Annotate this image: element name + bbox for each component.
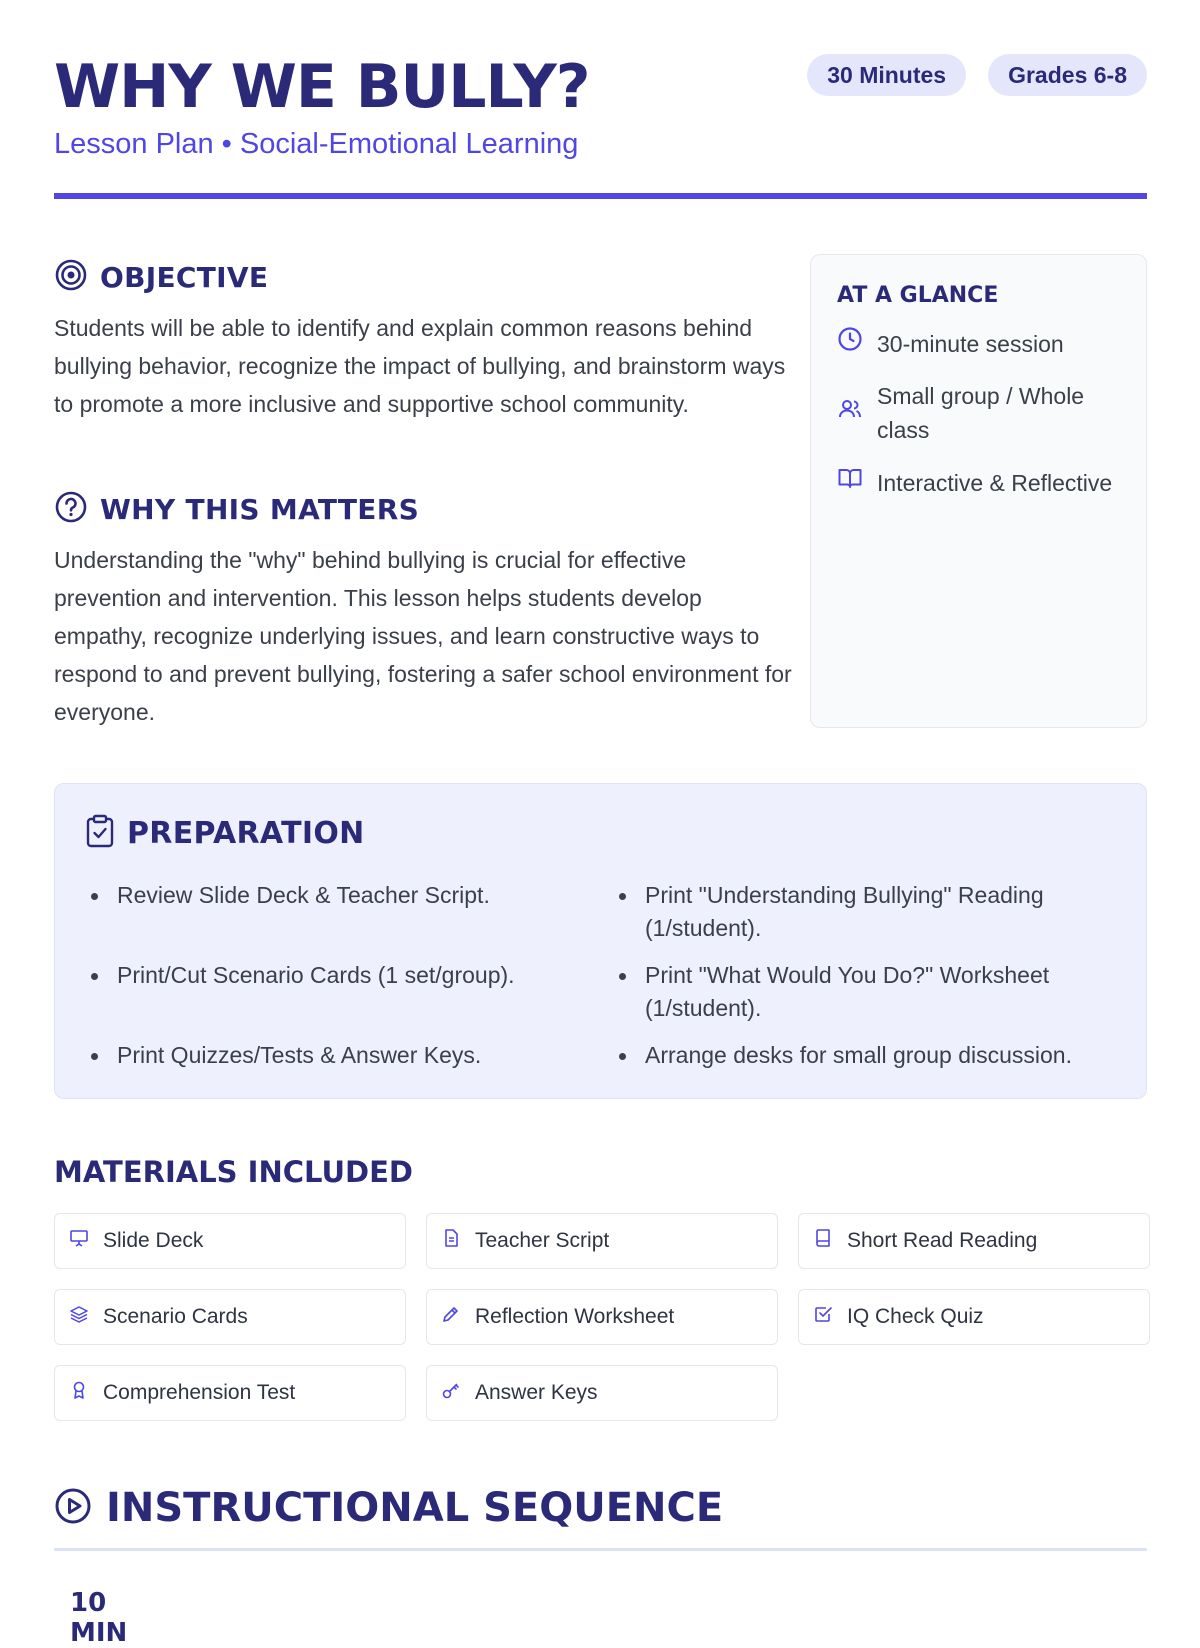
header-divider bbox=[54, 193, 1147, 199]
glance-item bbox=[837, 465, 1120, 500]
play-circle-icon bbox=[54, 1487, 92, 1530]
checkbox-icon bbox=[813, 1304, 833, 1330]
materials-heading: MATERIALS INCLUDED bbox=[54, 1155, 413, 1189]
badges bbox=[807, 54, 1147, 96]
header bbox=[54, 52, 1147, 162]
award-icon bbox=[69, 1380, 89, 1406]
list-item: Review Slide Deck & Teacher Script. bbox=[85, 879, 613, 945]
material-label: Reflection Worksheet bbox=[475, 1305, 675, 1328]
presentation-icon bbox=[69, 1228, 89, 1254]
material-short-read bbox=[798, 1213, 1150, 1269]
page-title: WHY WE BULLY? bbox=[54, 52, 590, 122]
material-label: Comprehension Test bbox=[103, 1381, 296, 1404]
instructional-sequence-heading: INSTRUCTIONAL SEQUENCE bbox=[106, 1485, 724, 1531]
material-label: IQ Check Quiz bbox=[847, 1305, 984, 1328]
material-scenario-cards bbox=[54, 1289, 406, 1345]
glance-item bbox=[837, 326, 1120, 361]
list-item: Print "Understanding Bullying" Reading (1/student). bbox=[613, 879, 1133, 945]
list-item: Arrange desks for small group discussion. bbox=[613, 1039, 1133, 1072]
users-icon bbox=[837, 396, 863, 431]
book-icon bbox=[813, 1228, 833, 1254]
target-icon bbox=[54, 258, 88, 297]
why-matters-heading: WHY THIS MATTERS bbox=[100, 493, 420, 526]
preparation-heading: PREPARATION bbox=[127, 816, 365, 851]
material-iq-check-quiz bbox=[798, 1289, 1150, 1345]
list-item: Print "What Would You Do?" Worksheet (1/student). bbox=[613, 959, 1133, 1025]
question-circle-icon bbox=[54, 490, 88, 529]
material-answer-keys bbox=[426, 1365, 778, 1421]
material-comprehension-test bbox=[54, 1365, 406, 1421]
glance-item bbox=[837, 379, 1120, 447]
sequence-step-label-partial bbox=[70, 1588, 160, 1648]
material-teacher-script bbox=[426, 1213, 778, 1269]
preparation-list bbox=[85, 879, 1116, 1086]
material-label: Short Read Reading bbox=[847, 1229, 1038, 1252]
preparation-section bbox=[54, 783, 1147, 1099]
layers-icon bbox=[69, 1304, 89, 1330]
material-slide-deck bbox=[54, 1213, 406, 1269]
objective-section bbox=[54, 258, 794, 423]
page-subtitle: Lesson Plan • Social-Emotional Learning bbox=[54, 128, 579, 160]
why-matters-section bbox=[54, 490, 794, 731]
list-item: Print/Cut Scenario Cards (1 set/group). bbox=[85, 959, 613, 1025]
at-a-glance-heading: AT A GLANCE bbox=[837, 283, 999, 308]
at-a-glance-card bbox=[810, 254, 1147, 728]
clipboard-check-icon bbox=[85, 814, 115, 853]
instructional-sequence-section bbox=[54, 1485, 1147, 1531]
glance-label: 30-minute session bbox=[877, 330, 1064, 357]
document-icon bbox=[441, 1228, 461, 1254]
key-icon bbox=[441, 1380, 461, 1406]
material-label: Answer Keys bbox=[475, 1381, 598, 1404]
list-item: Print Quizzes/Tests & Answer Keys. bbox=[85, 1039, 613, 1072]
materials-section bbox=[54, 1155, 1147, 1421]
material-label: Slide Deck bbox=[103, 1229, 204, 1252]
why-matters-text: Understanding the "why" behind bullying is crucial for effective prevention and intervention. This lesson helps students develop empathy, recognize underlying issues, and learn constructive ways to respond to and prevent bullying, fostering a safer school environment for everyone. bbox=[54, 547, 792, 725]
objective-heading: OBJECTIVE bbox=[100, 261, 269, 294]
grades-badge: Grades 6-8 bbox=[988, 54, 1147, 96]
clock-icon bbox=[837, 326, 863, 361]
duration-badge: 30 Minutes bbox=[807, 54, 966, 96]
glance-label: Interactive & Reflective bbox=[877, 469, 1113, 496]
material-label: Teacher Script bbox=[475, 1229, 610, 1252]
sequence-divider bbox=[54, 1548, 1147, 1551]
materials-grid bbox=[54, 1213, 1147, 1421]
material-reflection-worksheet bbox=[426, 1289, 778, 1345]
glance-label: Small group / Whole class bbox=[877, 383, 1085, 443]
book-open-icon bbox=[837, 465, 863, 500]
objective-text: Students will be able to identify and explain common reasons behind bullying behavior, recognize the impact of bullying, and brainstorm ways to promote a more inclusive and supportive school community. bbox=[54, 315, 786, 417]
pencil-icon bbox=[441, 1304, 461, 1330]
material-label: Scenario Cards bbox=[103, 1305, 248, 1328]
step-duration-label: 10 MIN bbox=[70, 1588, 128, 1648]
